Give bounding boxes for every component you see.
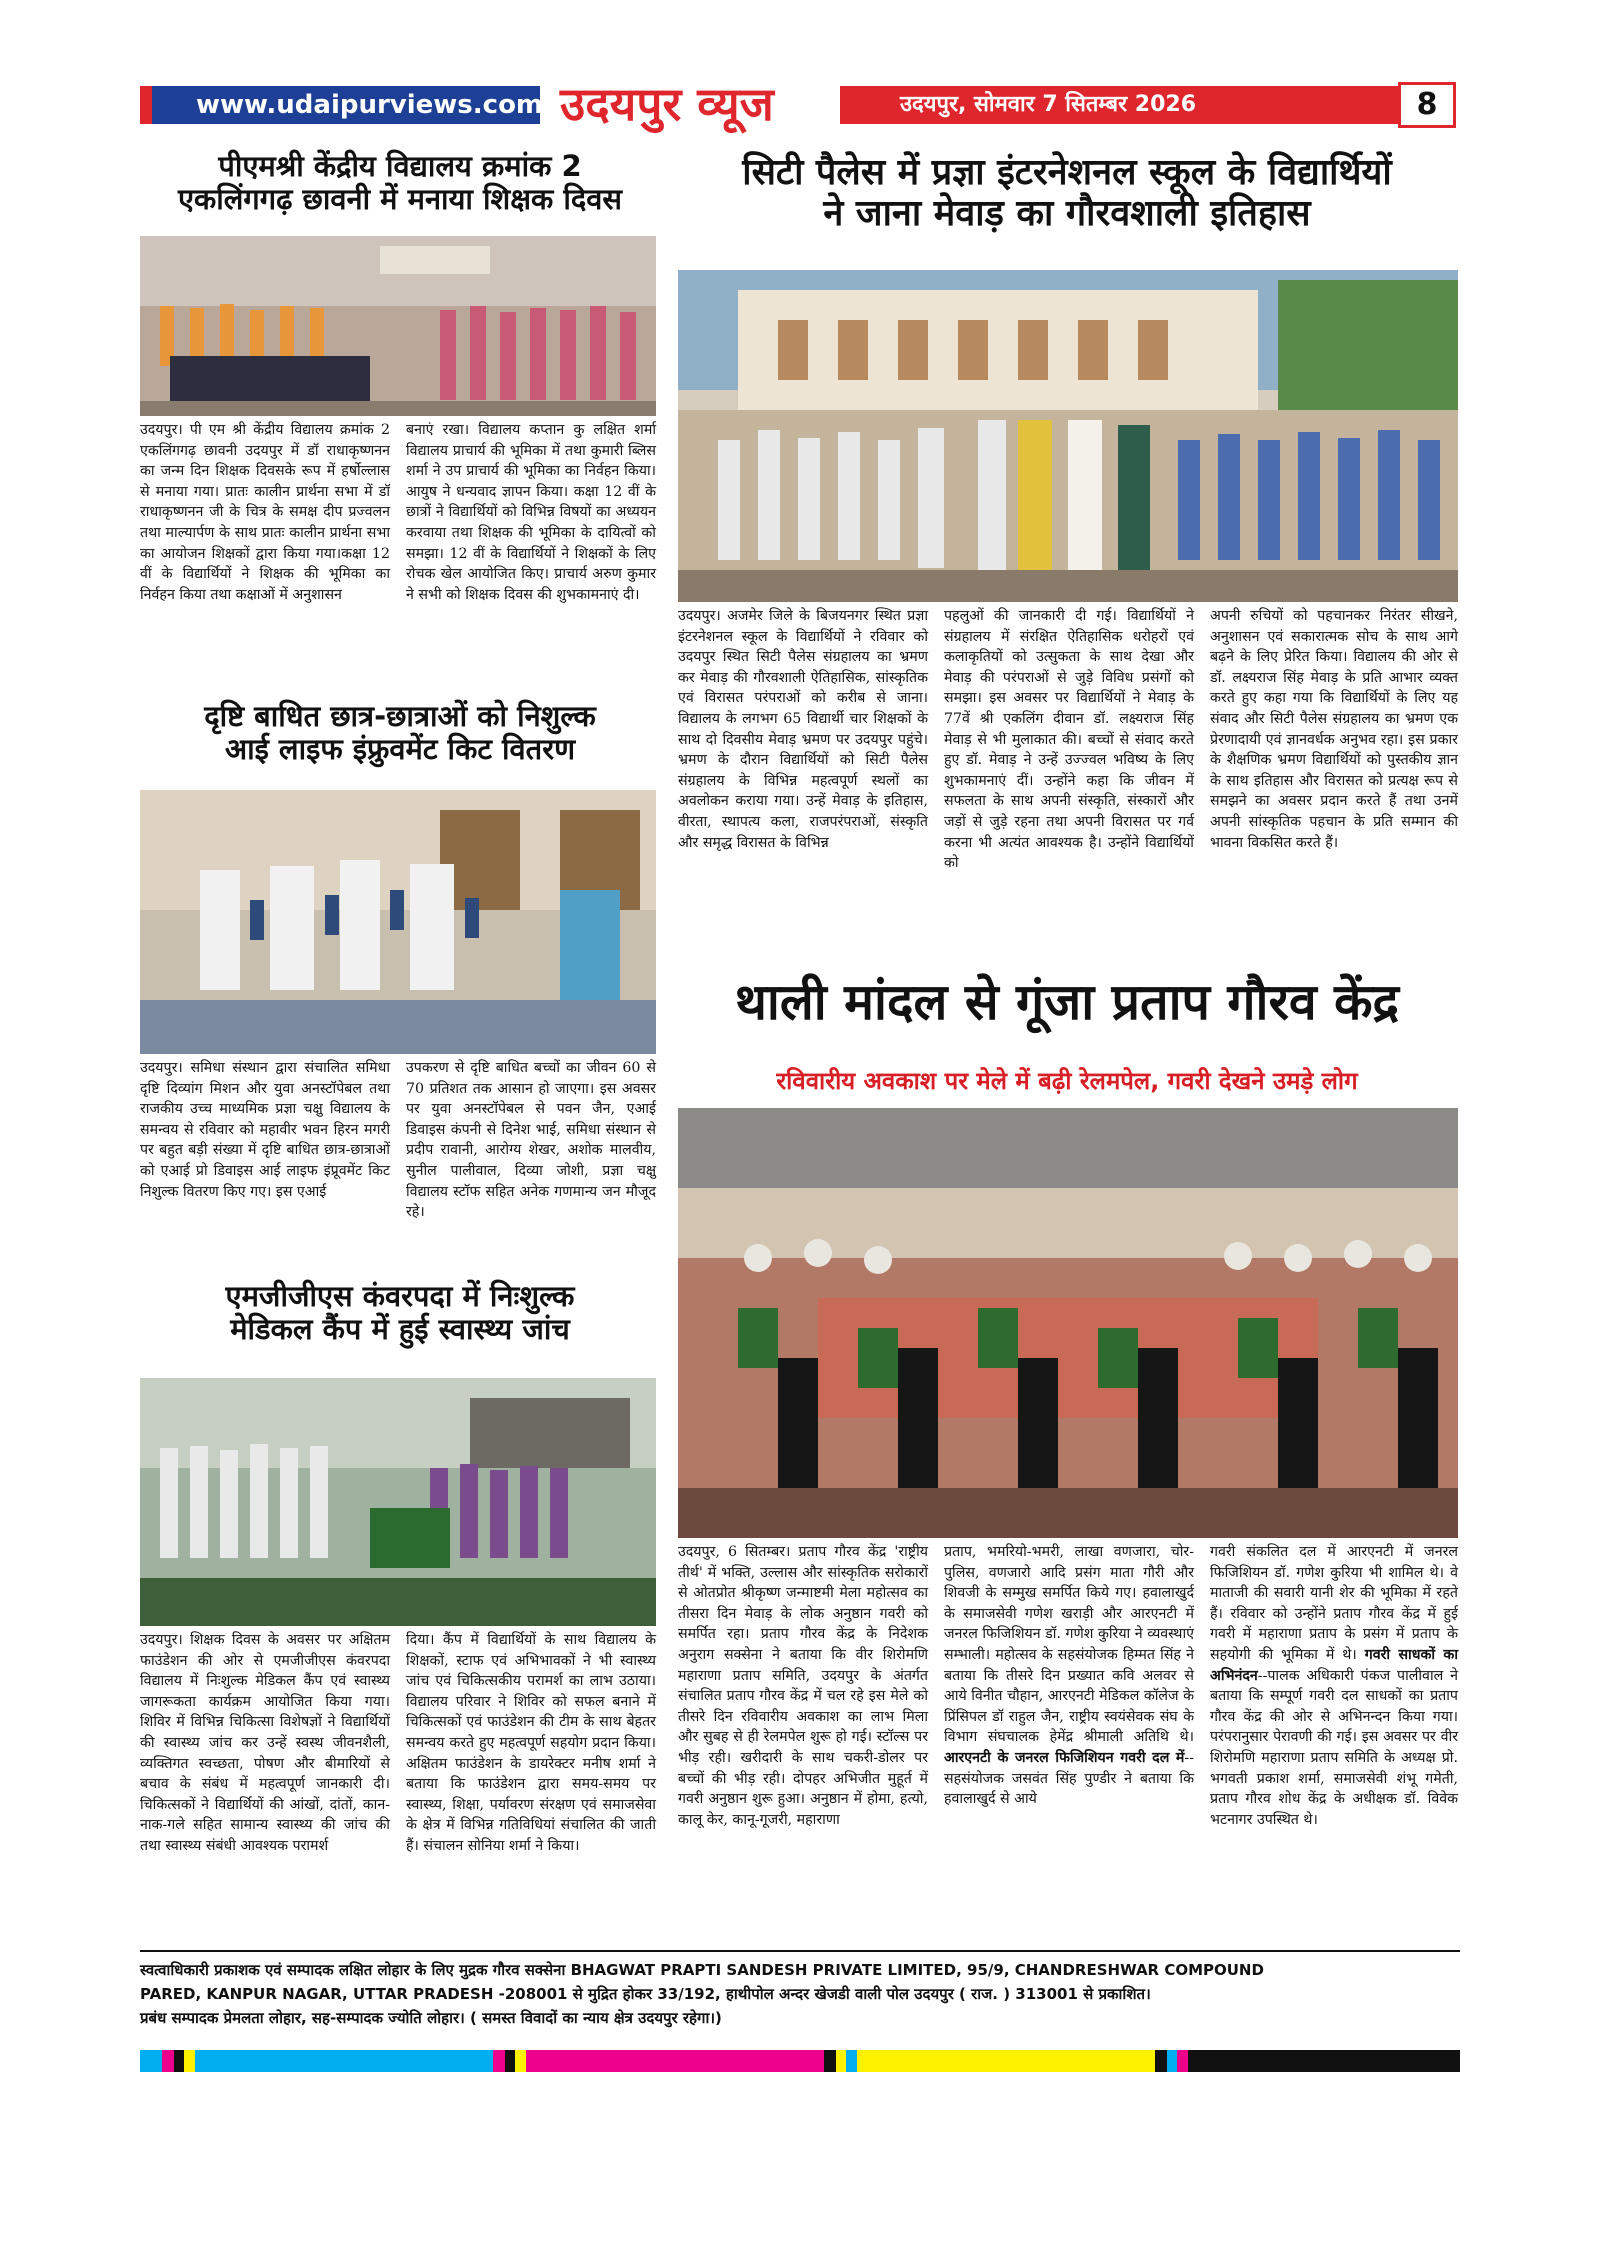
story4-headline	[676, 152, 1458, 235]
imprint	[140, 1950, 1460, 2030]
story4-col3: अपनी रुचियों को पहचानकर निरंतर सीखने, अनुशासन एवं सकारात्मक सोच के साथ आगे बढ़ने के लिए प्रेरित किया। विद्यालय की ओर से डॉ. लक्ष्यराज सिंह मेवाड़ के प्रति आभार व्यक्त करते हुए कहा गया कि विद्यार्थियों के लिए यह संवाद और सिटी पैलेस संग्रहालय का भ्रमण एक प्रेरणादायी एवं ज्ञानवर्धक अनुभव रहा। इस प्रकार के शैक्षणिक भ्रमण विद्यार्थियों को पुस्तकीय ज्ञान के साथ इतिहास और विरासत को प्रत्यक्ष रूप से समझने का अवसर प्रदान करते हैं तथा उनमें अपनी सांस्कृतिक पहचान के प्रति सम्मान की भावना विकसित करते हैं।	[1210, 608, 1458, 851]
story5-col3-text: गवरी संकलित दल में आरएनटी में जनरल फिजिशियन डॉ. गणेश कुरिया भी शामिल थे। वे माताजी की सवारी यानी शेर की भूमिका में रहते हैं। रविवार को उन्होंने प्रताप गौरव केंद्र में हुई गवरी में महाराणा प्रताप के प्रसंग में प्रताप के सहयोगी की भूमिका में थे।	[1210, 1544, 1458, 1663]
group-photo-icon	[678, 270, 1458, 602]
story2-headline	[140, 700, 660, 767]
story1-headline-line1: पीएमश्री केंद्रीय विद्यालय क्रमांक 2	[218, 149, 582, 183]
story4-col1: उदयपुर। अजमेर जिले के बिजयनगर स्थित प्रज्ञा इंटरनेशनल स्कूल के विद्यार्थियों ने रविवार को उदयपुर स्थित सिटी पैलेस संग्रहालय का भ्रमण कर मेवाड़ की गौरवशाली ऐतिहासिक, सांस्कृतिक एवं विरासत परंपराओं को करीब से जाना। विद्यालय के लगभग 65 विद्यार्थी चार शिक्षकों के साथ दो दिवसीय मेवाड़ भ्रमण पर उदयपुर पहुंचे। भ्रमण के दौरान विद्यार्थियों को सिटी पैलेस संग्रहालय के विभिन्न महत्वपूर्ण स्थलों का अवलोकन कराया गया। उन्हें मेवाड़ के इतिहास, वीरता, स्थापत्य कला, राजपरंपराओं, संस्कृति और समृद्ध विरासत के विभिन्न	[678, 608, 928, 851]
story5-col3-subhead: गवरी साधकों का अभिनंदन	[1210, 1646, 1458, 1684]
story3-col1: उदयपुर। शिक्षक दिवस के अवसर पर अक्षितम फाउंडेशन की ओर से एमजीजीएस कंवरपदा विद्यालय में निःशुल्क मेडिकल कैंप एवं स्वास्थ्य जागरूकता कार्यक्रम आयोजित किया गया। शिविर में विभिन्न चिकित्सा विशेषज्ञों ने विद्यार्थियों की स्वास्थ्य जांच कर उन्हें स्वस्थ जीवनशैली, व्यक्तिगत स्वच्छता, पोषण और बीमारियों से बचाव के संबंध में महत्वपूर्ण जानकारी दी। चिकित्सकों ने विद्यार्थियों की आंखों, दांतों, कान-नाक-गले सहित सामान्य स्वास्थ्य की जांच की तथा स्वास्थ्य संबंधी आवश्यक परामर्श	[140, 1632, 390, 1854]
story4-headline-line2: ने जाना मेवाड़ का गौरवशाली इतिहास	[823, 193, 1311, 235]
story3-photo	[140, 1378, 656, 1626]
story2-col2: उपकरण से दृष्टि बाधित बच्चों का जीवन 60 से 70 प्रतिशत तक आसान हो जाएगा। इस अवसर पर युवा अनस्टॉपेबल से पवन जैन, एआई डिवाइस कंपनी से दिनेश भाई, समिधा संस्थान से प्रदीप रावानी, आरोग्य शेखर, अशोक मालवीय, सुनील पालीवाल, दिव्या जोशी, प्रज्ञा चक्षु विद्यालय स्टॉफ सहित अनेक गणमान्य जन मौजूद रहे।	[406, 1060, 656, 1221]
story2-photo	[140, 790, 656, 1054]
story2-headline-line1: दृष्टि बाधित छात्र-छात्राओं को निशुल्क	[204, 699, 596, 733]
masthead	[140, 77, 1456, 132]
newspaper-brand: उदयपुर व्यूज	[560, 77, 774, 131]
story2-headline-line2: आई लाइफ इंफ्रुवमेंट किट वितरण	[224, 732, 576, 767]
story1-headline	[140, 150, 660, 217]
story5-subheadline: रविवारीय अवकाश पर मेले में बढ़ी रेलमपेल, गवरी देखने उमड़े लोग	[776, 1067, 1358, 1095]
story5-col3	[1210, 1542, 1458, 1830]
story2-col1: उदयपुर। समिधा संस्थान द्वारा संचालित समिधा दृष्टि दिव्यांग मिशन और युवा अनस्टॉपेबल तथा राजकीय उच्च माध्यमिक प्रज्ञा चक्षु विद्यालय के समन्वय से रविवार को महावीर भवन हिरन मगरी पर बहुत बड़ी संख्या में दृष्टि बाधित छात्र-छात्राओं को एआई प्रो डिवाइस आई लाइफ इंप्रूवमेंट किट निशुल्क वितरण किए गए। इस एआई	[140, 1060, 390, 1200]
imprint-line3: प्रबंध सम्पादक प्रेमलता लोहार, सह-सम्पादक ज्योति लोहार। ( समस्त विवादों का न्याय क्षेत्र उदयपुर रहेगा।)	[140, 2009, 722, 2027]
group-photo-icon	[140, 236, 656, 416]
story5-photo	[678, 1108, 1458, 1538]
crowd-photo-icon	[678, 1108, 1458, 1538]
story4-photo	[678, 270, 1458, 602]
story5-col2-text: प्रताप, भमरियो-भमरी, लाखा वणजारा, चोर-पुलिस, वणजारो आदि प्रसंग माता गौरी और शिवजी के सम्मुख समर्पित किये गए। हवालाखुर्द के समाजसेवी गणेश खराड़ी और आरएनटी में जनरल फिजिशियन डॉ. गणेश कुरिया ने व्यवस्थाएं सम्भाली। महोत्सव के सहसंयोजक हिम्मत सिंह ने बताया कि तीसरे दिन प्रख्यात कवि अलवर से आये विनीत चौहान, आरएनटी मेडिकल कॉलेज के प्रिंसिपल डॉ राहुल जैन, राष्ट्रीय स्वयंसेवक संघ के विभाग संघचालक हेमेंद्र श्रीमाली अतिथि थे।	[944, 1544, 1194, 1746]
story1-headline-line2: एकलिंगगढ़ छावनी में मनाया शिक्षक दिवस	[177, 182, 623, 217]
story3-headline	[140, 1280, 660, 1347]
story1-col1: उदयपुर। पी एम श्री केंद्रीय विद्यालय क्रमांक 2 एकलिंगगढ़ छावनी उदयपुर में डॉ राधाकृष्णनन का जन्म दिन शिक्षक दिवसके रूप में हर्षोल्लास से मनाया गया। प्रातः कालीन प्रार्थना सभा में डॉ राधाकृष्णनन जी के चित्र के समक्ष दीप प्रज्वलन तथा माल्यार्पण के साथ प्रातः कालीन प्रार्थना सभा का आयोजन शिक्षकों द्वारा किया गया।कक्षा 12 वीं के विद्यार्थियों ने शिक्षक की भूमिका का निर्वहन किया तथा कक्षाओं में अनुशासन	[140, 422, 390, 603]
dateline: उदयपुर, सोमवार 7 सितम्बर 2026	[900, 92, 1196, 117]
story3-headline-line2: मेडिकल कैंप में हुई स्वास्थ्य जांच	[230, 1312, 570, 1347]
story4-headline-line1: सिटी पैलेस में प्रज्ञा इंटरनेशनल स्कूल के विद्यार्थियों	[742, 152, 1392, 193]
story5-col2	[944, 1542, 1194, 1810]
story5-col1: उदयपुर, 6 सितम्बर। प्रताप गौरव केंद्र 'राष्ट्रीय तीर्थ' में भक्ति, उल्लास और सांस्कृतिक सरोकारों से ओतप्रोत श्रीकृष्ण जन्माष्टमी मेला महोत्सव का तीसरा दिन मेवाड़ के लोक अनुष्ठान गवरी को समर्पित रहा। प्रताप गौरव केंद्र के निदेशक अनुराग सक्सेना ने बताया कि वीर शिरोमणि महाराणा प्रताप समिति, उदयपुर के अंतर्गत संचालित प्रताप गौरव केंद्र में चल रहे इस मेले को तीसरे दिन रविवारीय अवकाश का लाभ मिला और सुबह से ही रेलमपेल शुरू हो गई। स्टॉल्स पर भीड़ रही। खरीदारी के साथ चकरी-डोलर पर बच्चों की भीड़ रही। दोपहर अभिजीत मुहूर्त में गवरी अनुष्ठान शुरू हुआ। अनुष्ठान में होमा, हत्यो, कालू केर, कानू-गूजरी, महाराणा	[678, 1544, 928, 1828]
story5-col2-subhead: आरएनटी के जनरल फिजिशियन गवरी दल में	[944, 1749, 1185, 1766]
color-registration-strip	[140, 2050, 1460, 2072]
story1-photo	[140, 236, 656, 416]
group-photo-icon	[140, 1378, 656, 1626]
story5-col3-tail: --पालक अधिकारी पंकज पालीवाल ने बताया कि सम्पूर्ण गवरी दल साधकों का प्रताप गौरव केंद्र की ओर से अभिनन्दन किया गया। परंपरानुसार पेरावणी की गई। इस अवसर पर वीर शिरोमणि महाराणा प्रताप समिति के अध्यक्ष प्रो. भगवती प्रकाश शर्मा, समाजसेवी शंभू गमेती, प्रताप गौरव शोध केंद्र के अधीक्षक डॉ. विवेक भटनागर उपस्थित थे।	[1210, 1667, 1458, 1828]
imprint-line1: स्वत्वाधिकारी प्रकाशक एवं सम्पादक लक्षित लोहार के लिए मुद्रक गौरव सक्सेना BHAGWAT PRAPTI SANDESH PRIVATE LIMITED, 95/9, CHANDRESHWAR COMPOUND	[140, 1961, 1264, 1979]
group-photo-icon	[140, 790, 656, 1054]
story5-headline: थाली मांदल से गूंजा प्रताप गौरव केंद्र	[734, 973, 1400, 1031]
imprint-line2: PARED, KANPUR NAGAR, UTTAR PRADESH -208001 से मुद्रित होकर 33/192, हाथीपोल अन्दर खेजडी वाली पोल उदयपुर ( राज. ) 313001 से प्रकाशित।	[140, 1985, 1151, 2003]
website-url[interactable]: www.udaipurviews.com	[140, 86, 540, 124]
story3-headline-line1: एमजीजीएस कंवरपदा में निःशुल्क	[225, 1279, 575, 1313]
story1-col2: बनाएं रखा। विद्यालय कप्तान कु लक्षित शर्मा विद्यालय प्राचार्य की भूमिका में तथा कुमारी ब्लिस शर्मा ने उप प्राचार्य की भूमिका का निर्वहन किया। आयुष ने धन्यवाद ज्ञापन किया। कक्षा 12 वीं के छात्रों ने विद्यार्थियों को विभिन्न विषयों का अध्ययन करवाया तथा शिक्षक की भूमिका के दायित्वों को समझा। 12 वीं के विद्यार्थियों ने शिक्षकों के लिए रोचक खेल आयोजित किए। प्राचार्य अरुण कुमार ने सभी को शिक्षक दिवस की शुभकामनाएं दी।	[406, 422, 656, 603]
page-number: 8	[1398, 82, 1456, 128]
story3-col2: दिया। कैंप में विद्यार्थियों के साथ विद्यालय के शिक्षकों, स्टाफ एवं अभिभावकों ने भी स्वास्थ्य जांच एवं चिकित्सकीय परामर्श का लाभ उठाया। विद्यालय परिवार ने शिविर को सफल बनाने में चिकित्सकों एवं फाउंडेशन की टीम के साथ बेहतर समन्वय करते हुए महत्वपूर्ण सहयोग प्रदान किया। अक्षितम फाउंडेशन के डायरेक्टर मनीष शर्मा ने बताया कि फाउंडेशन द्वारा समय-समय पर स्वास्थ्य, शिक्षा, पर्यावरण संरक्षण एवं समाजसेवा के क्षेत्र में विभिन्न गतिविधियां संचालित की जाती हैं। संचालन सोनिया शर्मा ने किया।	[406, 1632, 656, 1854]
story5-col2-tail: --सहसंयोजक जसवंत सिंह पुण्डीर ने बताया कि हवालाखुर्द से आये	[944, 1749, 1194, 1808]
story4-col2: पहलुओं की जानकारी दी गई। विद्यार्थियों ने संग्रहालय में संरक्षित ऐतिहासिक धरोहरों एवं कलाकृतियों को उत्सुकता के साथ देखा और मेवाड़ की परंपराओं से जुड़े विविध प्रसंगों को समझा। इस अवसर पर विद्यार्थियों ने मेवाड़ के 77वें श्री एकलिंग दीवान डॉ. लक्ष्यराज सिंह मेवाड़ से भी मुलाकात की। बच्चों से संवाद करते हुए डॉ. मेवाड़ ने उन्हें उज्ज्वल भविष्य के लिए शुभकामनाएं दीं। उन्होंने कहा कि जीवन में सफलता के साथ अपनी संस्कृति, संस्कारों और जड़ों से जुड़े रहना तथा अपनी विरासत पर गर्व करना भी अत्यंत आवश्यक है। उन्होंने विद्यार्थियों को	[944, 608, 1194, 872]
